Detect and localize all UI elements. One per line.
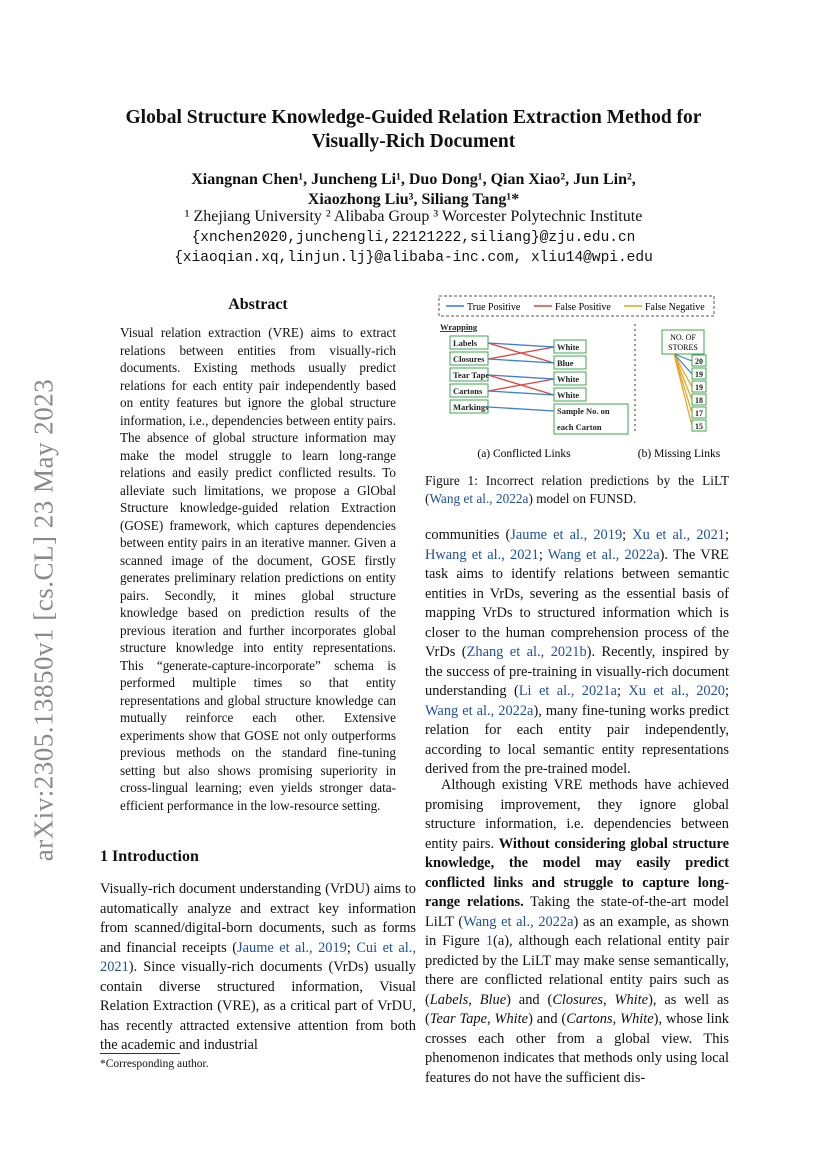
- intro-paragraph: [100, 880, 416, 1056]
- paragraph-text: Taking the state-of-the-art model LiLT (: [425, 894, 729, 930]
- affiliations: ¹ Zhejiang University ² Alibaba Group ³ Worcester Polytechnic Institute: [184, 208, 643, 225]
- left-entity-label: Markings: [453, 402, 489, 412]
- citation-link[interactable]: Jaume et al., 2019: [237, 939, 347, 956]
- right-entity-label: White: [557, 374, 580, 384]
- paragraph-text: Although existing VRE methods have achieved promising improvement, they ignore global structure information, i.e. dependencies between entity pairs.: [425, 777, 729, 852]
- emphasis-italic: White: [494, 1011, 529, 1027]
- intro-text-a: Visually-rich document understanding (VrDU) aims to automatically analyze and extract key information from scanned/digital-born documents, such as forms and financial receipts (: [100, 881, 416, 956]
- stores-values: [674, 354, 706, 431]
- left-entity-group: [440, 322, 489, 413]
- footnote: *Corresponding author.: [100, 1058, 209, 1070]
- citation-link[interactable]: Xu et al., 2020: [628, 683, 725, 699]
- right-entity-label: Sample No. on: [557, 406, 610, 416]
- citation-link[interactable]: Jaume et al., 2019: [510, 527, 623, 543]
- emphasis-italic: White: [620, 1011, 654, 1027]
- paragraph-text: ;: [538, 546, 548, 563]
- relation-link-fp: [488, 379, 554, 391]
- paragraph-text: ), whose link crosses each other from a global view. This phenomenon indicates that methods only using local features do not have the sufficient dis-: [425, 1011, 729, 1086]
- citation-link[interactable]: Hwang et al., 2021: [425, 546, 539, 563]
- paragraph-text: ;: [725, 527, 729, 543]
- section-heading-introduction: 1 Introduction: [100, 848, 199, 865]
- emphasis-italic: Tear Tape: [429, 1011, 488, 1027]
- citation-separator: ;: [346, 939, 357, 956]
- paragraph-text: communities (: [425, 527, 511, 543]
- right-paragraph-1: [425, 526, 729, 780]
- abstract-heading: Abstract: [228, 296, 288, 313]
- legend-false-negative: [624, 302, 705, 313]
- paragraph-text: ). The VRE task aims to identify relations between semantic entities in VrDs, severing as the essential basis of mapping VrDs to structured information which is closer to the human comprehension process of the VrDs (: [425, 546, 729, 660]
- store-value-label: 18: [695, 396, 703, 405]
- arxiv-identifier: arXiv:2305.13850v1 [cs.CL] 23 May 2023: [28, 378, 59, 862]
- caption-text-b: ) model on FUNSD.: [528, 490, 637, 506]
- right-entity-label: each Carton: [557, 422, 602, 432]
- relation-links: [488, 343, 554, 411]
- right-entity-group: [554, 340, 628, 434]
- store-value-label: 19: [695, 370, 703, 379]
- paragraph-text: ). Recently, inspired by the success of pre-training in visually-rich document understanding (: [425, 644, 730, 699]
- emphasis-italic: Cartons: [566, 1011, 613, 1027]
- store-value-label: 15: [695, 422, 703, 431]
- authors-line-2: Xiaozhong Liu³, Siliang Tang¹*: [307, 191, 520, 208]
- stores-header-line-2: STORES: [668, 343, 698, 352]
- paragraph-text: (a), although each relational entity pair predicted by the LiLT may make sense semantically, there are conflicted relational entity pairs such as (: [425, 933, 729, 1008]
- citation-link[interactable]: 1: [485, 933, 494, 949]
- paragraph-text: ), as well as (: [425, 991, 729, 1027]
- title-line-1: Global Structure Knowledge-Guided Relation Extraction Method for: [125, 107, 702, 128]
- right-paragraph-2: [425, 776, 729, 1088]
- subcaption-a: (a) Conflicted Links: [477, 448, 571, 460]
- citation-link[interactable]: Wang et al., 2022a: [429, 490, 529, 506]
- legend-tp-label: True Positive: [467, 302, 521, 313]
- abstract-text: Visual relation extraction (VRE) aims to extract relations between entities from visually-rich documents. Existing methods usually predict relations for each entity pair independently based on entity features but ignore the global structure information, i.e., dependencies between entity pairs. The absence of global structure information may make the model struggle to learn long-range relations and easily predict conflicted results. To alleviate such limitations, we propose a GlObal Structure knowledge-guided relation Extraction (GOSE) framework, which captures dependencies between entity pairs in an iterative manner. Given a scanned image of the document, GOSE firstly generates preliminary relation predictions on entity pairs. Secondly, it mines global structure knowledge based on prediction results of the previous iteration and further incorporates global structure knowledge into entity representations. This “generate-capture-incorporate” schema is performed multiple times so that entity representations and global structure knowledge can mutually reinforce each other. Extensive experiments show that GOSE not only outperforms previous methods on the standard fine-tuning setting but also shows promising superiority in cross-lingual learning; even yields stronger data-efficient performance in the low-resource setting.: [120, 325, 396, 813]
- email-line-1: {xnchen2020,junchengli,22121222,siliang}@zju.edu.cn: [191, 230, 636, 246]
- relation-link-tp: [488, 407, 554, 411]
- arxiv-sidebar: [28, 360, 60, 880]
- figure-1: [436, 294, 736, 462]
- emphasis-italic: White: [614, 991, 649, 1008]
- author-list: [120, 170, 707, 210]
- paragraph-text: ,: [487, 1011, 495, 1027]
- paragraph-text: ,: [612, 1011, 621, 1027]
- left-entity-label: Closures: [453, 354, 485, 364]
- paragraph-text: ,: [602, 991, 615, 1008]
- paragraph-text: ;: [616, 683, 629, 699]
- right-entity-label: Blue: [557, 358, 574, 368]
- relation-link-fp: [488, 347, 554, 359]
- paragraph-text: ) as an example, as shown in Figure: [425, 913, 729, 949]
- legend-fn-label: False Negative: [645, 302, 705, 313]
- right-entity-label: White: [557, 390, 580, 400]
- emphasis-italic: Blue: [479, 991, 507, 1008]
- paragraph-text: ,: [468, 991, 480, 1008]
- legend-false-positive: [534, 302, 611, 313]
- title-line-2: Visually-Rich Document: [311, 131, 516, 152]
- authors-line-1: Xiangnan Chen¹, Juncheng Li¹, Duo Dong¹, Qian Xiao², Jun Lin²,: [191, 171, 636, 188]
- stores-header-line-1: NO. OF: [670, 333, 696, 342]
- figure-1-graphic: [436, 294, 736, 462]
- legend-true-positive: [446, 302, 521, 313]
- left-entity-label: Cartons: [453, 386, 483, 396]
- emphasis-bold: Without considering global structure knowledge, the model may easily predict conflicted links and struggle to capture long-range relations.: [425, 835, 729, 910]
- citation-link[interactable]: Zhang et al., 2021b: [466, 644, 587, 660]
- figure-1-caption: [425, 472, 729, 507]
- legend-fp-label: False Positive: [555, 302, 611, 313]
- right-entity-label: White: [557, 342, 580, 352]
- footnote-rule: [100, 1053, 180, 1054]
- store-value-label: 17: [695, 409, 703, 418]
- caption-text-a: Figure 1: Incorrect relation predictions by the LiLT (: [425, 473, 729, 506]
- left-entity-label: Wrapping: [440, 322, 478, 332]
- paragraph-text: ;: [725, 683, 729, 699]
- left-entity-label: Tear Tape: [453, 370, 490, 380]
- citation-link[interactable]: Wang et al., 2022a: [463, 913, 574, 930]
- left-entity-label: Labels: [453, 338, 478, 348]
- citation-link[interactable]: Wang et al., 2022a: [547, 546, 660, 563]
- paragraph-text: ) and (: [528, 1011, 567, 1027]
- paragraph-text: ;: [622, 527, 633, 543]
- store-value-label: 20: [695, 357, 703, 366]
- paper-title: [100, 106, 727, 154]
- store-value-label: 19: [695, 383, 703, 392]
- subcaption-b: (b) Missing Links: [637, 448, 721, 460]
- paragraph-text: ), many fine-tuning works predict relation for each entity pair independently, according to local semantic entity representations derived from the pre-trained model.: [425, 702, 729, 777]
- emphasis-italic: Labels: [429, 991, 469, 1008]
- intro-text-b: ). Since visually-rich documents (VrDs) usually contain diverse structured information, Visual Relation Extraction (VRE), as a critical part of VrDU, has recently attracted extensive attention from both the academic and industrial: [100, 959, 416, 1053]
- citation-link[interactable]: Xu et al., 2021: [632, 527, 725, 543]
- citation-link[interactable]: Wang et al., 2022a: [425, 702, 534, 719]
- citation-link[interactable]: Li et al., 2021a: [518, 683, 617, 699]
- citation-link[interactable]: Cui et al., 2021: [100, 939, 416, 975]
- emphasis-italic: Closures: [552, 991, 603, 1008]
- email-line-2: {xiaoqian.xq,linjun.lj}@alibaba-inc.com, xliu14@wpi.edu: [174, 250, 653, 266]
- paragraph-text: ) and (: [506, 991, 553, 1008]
